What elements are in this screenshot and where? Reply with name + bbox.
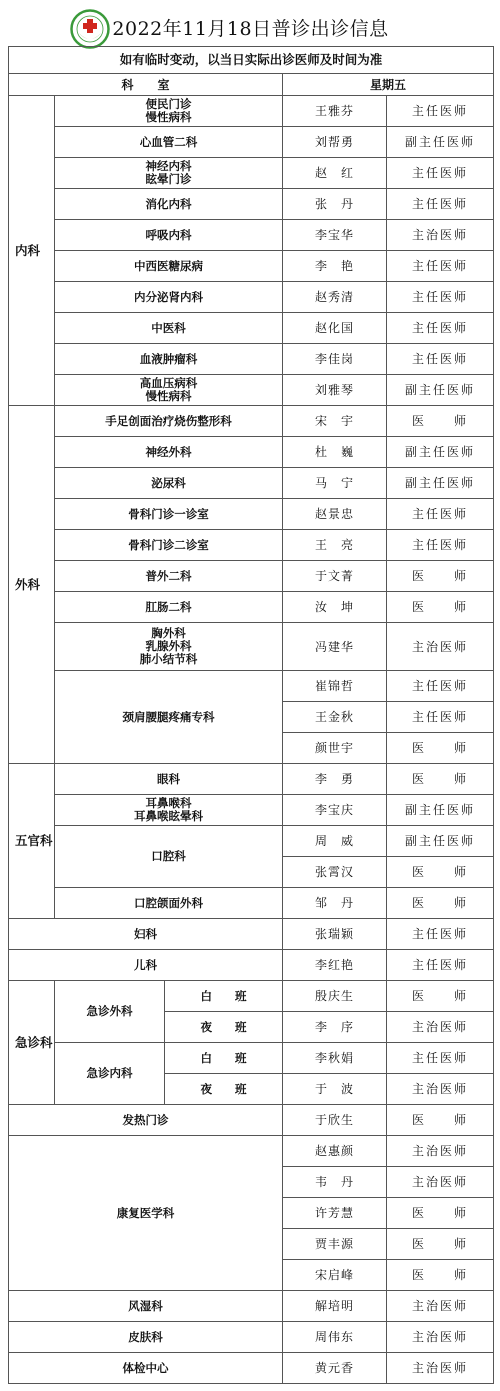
doctor-name: 颜世宇 [283,733,387,764]
table-row [9,344,494,375]
table-row [9,313,494,344]
doctor-name: 邹 丹 [283,888,387,919]
table-row [9,764,494,795]
dept-n2: 心血管二科 [55,127,283,158]
doctor-title: 医 师 [387,733,494,764]
dept-fare: 发热门诊 [9,1105,283,1136]
doctor-name: 赵秀清 [283,282,387,313]
doctor-title: 主治医师 [387,1136,494,1167]
table-row [9,1291,494,1322]
doctor-title: 主任医师 [387,499,494,530]
doctor-name: 张 丹 [283,189,387,220]
shift-day: 白 班 [165,1043,283,1074]
doctor-title: 主任医师 [387,189,494,220]
header-day: 星期五 [283,74,494,96]
dept-n1: 便民门诊 慢性病科 [55,96,283,127]
table-row [9,795,494,826]
dept-w8: 胸外科 乳腺外科 肺小结节科 [55,623,283,671]
dept-w7: 肛肠二科 [55,592,283,623]
doctor-title: 主治医师 [387,1012,494,1043]
table-row [9,950,494,981]
doctor-name: 殷庆生 [283,981,387,1012]
doctor-name: 赵化国 [283,313,387,344]
doctor-name: 宋 宇 [283,406,387,437]
doctor-name: 于 波 [283,1074,387,1105]
doctor-name: 李 艳 [283,251,387,282]
doctor-name: 王雅芬 [283,96,387,127]
doctor-name: 李佳岗 [283,344,387,375]
doctor-title: 主任医师 [387,96,494,127]
doctor-title: 主任医师 [387,344,494,375]
doctor-title: 医 师 [387,764,494,795]
doctor-name: 赵景忠 [283,499,387,530]
header [8,7,493,45]
dept-g4: 口腔颌面外科 [55,888,283,919]
dept-g2: 耳鼻喉科 耳鼻喉眩晕科 [55,795,283,826]
table-row [9,1043,494,1074]
dept-jz-nei: 急诊内科 [55,1043,165,1105]
table-row [9,158,494,189]
table-row [9,981,494,1012]
shift-night: 夜 班 [165,1012,283,1043]
doctor-name: 崔锦哲 [283,671,387,702]
table-row [9,1322,494,1353]
dept-n8: 中医科 [55,313,283,344]
doctor-title: 医 师 [387,406,494,437]
table-row [9,592,494,623]
doctor-title: 医 师 [387,888,494,919]
table-row [9,189,494,220]
doctor-title: 主治医师 [387,1291,494,1322]
doctor-name: 于文菁 [283,561,387,592]
doctor-name: 王金秋 [283,702,387,733]
doctor-title: 主任医师 [387,530,494,561]
table-row [9,530,494,561]
doctor-title: 主任医师 [387,950,494,981]
doctor-name: 赵惠颜 [283,1136,387,1167]
dept-erke: 儿科 [9,950,283,981]
doctor-title: 主任医师 [387,158,494,189]
doctor-title: 医 师 [387,592,494,623]
dept-n7: 内分泌肾内科 [55,282,283,313]
doctor-title: 副主任医师 [387,437,494,468]
doctor-name: 冯建华 [283,623,387,671]
table-row [9,919,494,950]
doctor-title: 副主任医师 [387,127,494,158]
doctor-title: 医 师 [387,561,494,592]
doctor-name: 解培明 [283,1291,387,1322]
table-row [9,406,494,437]
doctor-name: 宋启峰 [283,1260,387,1291]
doctor-title: 医 师 [387,1105,494,1136]
doctor-title: 副主任医师 [387,468,494,499]
dept-n5: 呼吸内科 [55,220,283,251]
doctor-title: 医 师 [387,981,494,1012]
table-row [9,888,494,919]
doctor-name: 汝 坤 [283,592,387,623]
notice-text: 如有临时变动，以当日实际出诊医师及时间为准 [9,47,494,74]
table-row [9,623,494,671]
dept-kangfu: 康复医学科 [9,1136,283,1291]
doctor-name: 李 序 [283,1012,387,1043]
doctor-name: 张霄汉 [283,857,387,888]
table-row [9,127,494,158]
table-row [9,251,494,282]
doctor-name: 李秋娟 [283,1043,387,1074]
table-row [9,1105,494,1136]
doctor-name: 许芳慧 [283,1198,387,1229]
shift-day: 白 班 [165,981,283,1012]
doctor-title: 主治医师 [387,220,494,251]
doctor-title: 主任医师 [387,702,494,733]
doctor-title: 主治医师 [387,1353,494,1384]
doctor-name: 赵 红 [283,158,387,189]
doctor-title: 医 师 [387,1198,494,1229]
table-row [9,826,494,857]
dept-w3: 泌尿科 [55,468,283,499]
doctor-name: 李 勇 [283,764,387,795]
doctor-title: 医 师 [387,1260,494,1291]
dept-w1: 手足创面治疗烧伤整形科 [55,406,283,437]
doctor-name: 贾丰源 [283,1229,387,1260]
dept-g1: 眼科 [55,764,283,795]
table-row [9,220,494,251]
dept-w4: 骨科门诊一诊室 [55,499,283,530]
header-department: 科 室 [9,74,283,96]
table-row [9,96,494,127]
doctor-name: 张瑞颖 [283,919,387,950]
group-jizhen: 急诊科 [9,981,55,1105]
doctor-title: 医 师 [387,857,494,888]
doctor-name: 周 威 [283,826,387,857]
schedule-table [8,46,494,1384]
group-neike: 内科 [9,96,55,406]
doctor-title: 副主任医师 [387,375,494,406]
doctor-title: 副主任医师 [387,795,494,826]
table-row [9,468,494,499]
dept-pifu: 皮肤科 [9,1322,283,1353]
dept-w6: 普外二科 [55,561,283,592]
dept-n9: 血液肿瘤科 [55,344,283,375]
doctor-name: 李宝华 [283,220,387,251]
group-waike: 外科 [9,406,55,764]
doctor-name: 黄元香 [283,1353,387,1384]
table-row [9,671,494,702]
table-row [9,1353,494,1384]
header-row [9,74,494,96]
dept-n3: 神经内科 眩晕门诊 [55,158,283,189]
doctor-title: 主任医师 [387,919,494,950]
group-wuguan: 五官科 [9,764,55,919]
doctor-title: 主任医师 [387,313,494,344]
page-title: 2022年11月18日普诊出诊信息 [112,18,389,40]
doctor-name: 李宝庆 [283,795,387,826]
doctor-title: 主任医师 [387,1043,494,1074]
dept-jz-wai: 急诊外科 [55,981,165,1043]
doctor-name: 刘帮勇 [283,127,387,158]
doctor-name: 韦 丹 [283,1167,387,1198]
dept-n4: 消化内科 [55,189,283,220]
doctor-name: 王 亮 [283,530,387,561]
dept-w9: 颈肩腰腿疼痛专科 [55,671,283,764]
doctor-title: 主治医师 [387,1074,494,1105]
dept-tijian: 体检中心 [9,1353,283,1384]
doctor-title: 主任医师 [387,282,494,313]
dept-n6: 中西医糖尿病 [55,251,283,282]
doctor-name: 杜 巍 [283,437,387,468]
doctor-title: 主治医师 [387,623,494,671]
table-row [9,561,494,592]
dept-n10: 高血压病科 慢性病科 [55,375,283,406]
dept-w5: 骨科门诊二诊室 [55,530,283,561]
shift-night: 夜 班 [165,1074,283,1105]
dept-g3: 口腔科 [55,826,283,888]
dept-fuke: 妇科 [9,919,283,950]
table-row [9,437,494,468]
table-row [9,282,494,313]
doctor-name: 马 宁 [283,468,387,499]
table-row [9,1136,494,1167]
doctor-title: 医 师 [387,1229,494,1260]
doctor-title: 主任医师 [387,251,494,282]
doctor-name: 周伟东 [283,1322,387,1353]
doctor-title: 副主任医师 [387,826,494,857]
doctor-title: 主治医师 [387,1167,494,1198]
table-row [9,375,494,406]
doctor-name: 李红艳 [283,950,387,981]
dept-w2: 神经外科 [55,437,283,468]
doctor-name: 刘雅琴 [283,375,387,406]
dept-fengshi: 风湿科 [9,1291,283,1322]
table-row [9,499,494,530]
doctor-name: 于欣生 [283,1105,387,1136]
doctor-title: 主任医师 [387,671,494,702]
doctor-title: 主治医师 [387,1322,494,1353]
notice-row [9,47,494,74]
